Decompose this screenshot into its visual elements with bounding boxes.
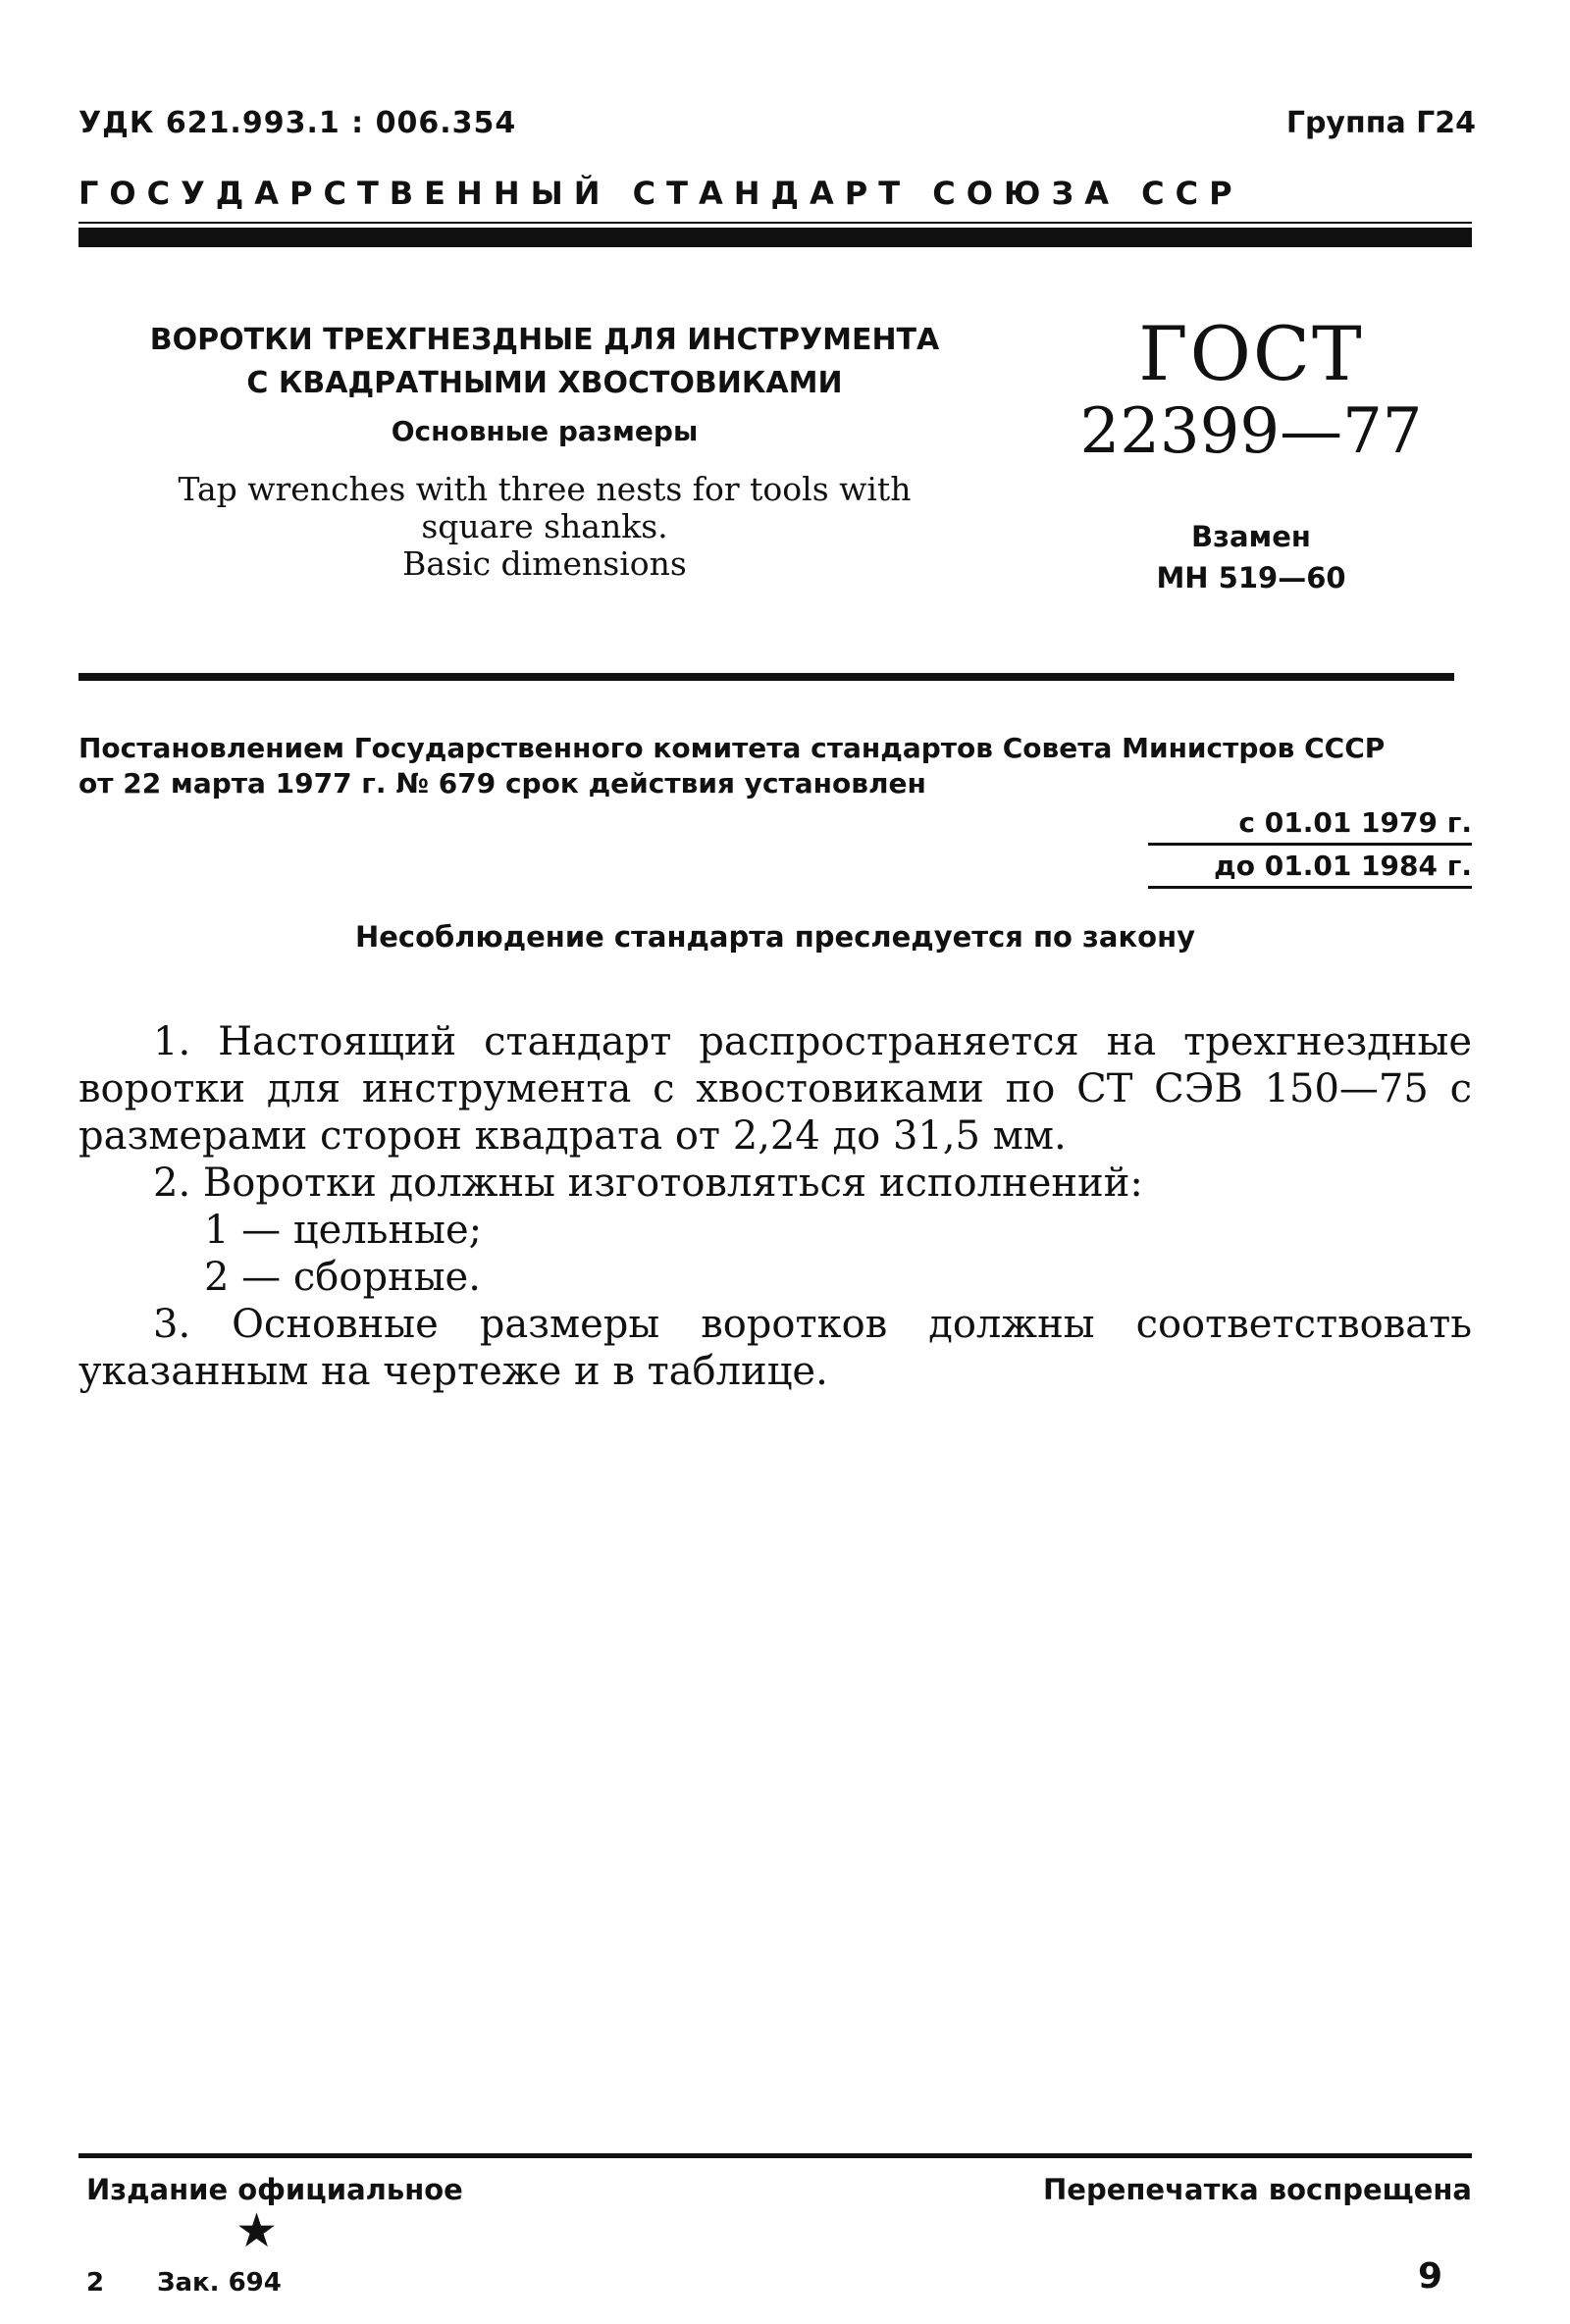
replaces-label: Взамен (1191, 520, 1311, 553)
header-thin-rule (78, 222, 1472, 224)
title-block (108, 319, 981, 583)
replaces-value: МН 519—60 (1156, 561, 1346, 594)
title-ru-line1: ВОРОТКИ ТРЕХГНЕЗДНЫЕ ДЛЯ ИНСТРУМЕНТА (149, 323, 940, 357)
footer-rule (78, 2153, 1472, 2158)
gost-number: 22399—77 (1079, 395, 1423, 468)
title-en (108, 471, 981, 583)
title-ru-line2: С КВАДРАТНЫМИ ХВОСТОВИКАМИ (246, 366, 843, 400)
valid-to-date: до 01.01 1984 г. (1148, 850, 1472, 889)
valid-from-date: с 01.01 1979 г. (1148, 806, 1472, 846)
clause-1: 1. Настоящий стандарт распространяется на трехгнездные воротки для инструмента с хвостовиками по СТ СЭВ 150—75 с размерами сторон квадрата от 2,24 до 31,5 мм. (78, 1019, 1472, 1159)
decree-text (78, 731, 1472, 801)
reprint-prohibited-label: Перепечатка воспрещена (1043, 2173, 1472, 2206)
gost-label: ГОСТ (1138, 310, 1364, 397)
udk-code: УДК 621.993.1 : 006.354 (78, 106, 517, 140)
group-code: Группа Г24 (1285, 106, 1476, 140)
order-number: Зак. 694 (157, 2268, 282, 2298)
section-rule (78, 673, 1454, 681)
clause-2: 2. Воротки должны изготовляться исполнений: (153, 1161, 1143, 1206)
header-thick-rule (78, 228, 1472, 247)
star-icon: ★ (236, 2203, 279, 2258)
title-en-line2: square shanks. (421, 507, 668, 545)
title-ru (108, 319, 981, 405)
official-edition-label: Издание официальное (86, 2173, 463, 2206)
page-number: 9 (1417, 2256, 1442, 2297)
gost-block (1060, 312, 1442, 598)
clause-2-item-2: 2 — сборные. (204, 1255, 481, 1300)
clause-2-item-1: 1 — цельные; (204, 1208, 483, 1253)
subtitle-ru: Основные размеры (391, 415, 699, 447)
title-en-line1: Tap wrenches with three nests for tools with (178, 470, 912, 508)
clause-3: 3. Основные размеры воротков должны соответствовать указанным на чертеже и в таблице. (78, 1302, 1472, 1394)
sheet-number: 2 (86, 2268, 105, 2298)
enforcement-notice: Несоблюдение стандарта преследуется по закону (354, 920, 1196, 954)
state-standard-heading: ГОСУДАРСТВЕННЫЙ СТАНДАРТ СОЮЗА ССР (78, 175, 1243, 212)
decree-line1: Постановлением Государственного комитета стандартов Совета Министров СССР (78, 732, 1386, 764)
replaces-block (1060, 516, 1442, 598)
decree-line2: от 22 марта 1977 г. № 679 срок действия установлен (78, 767, 926, 800)
body-text (78, 1018, 1472, 1395)
title-en-line3: Basic dimensions (402, 544, 687, 583)
